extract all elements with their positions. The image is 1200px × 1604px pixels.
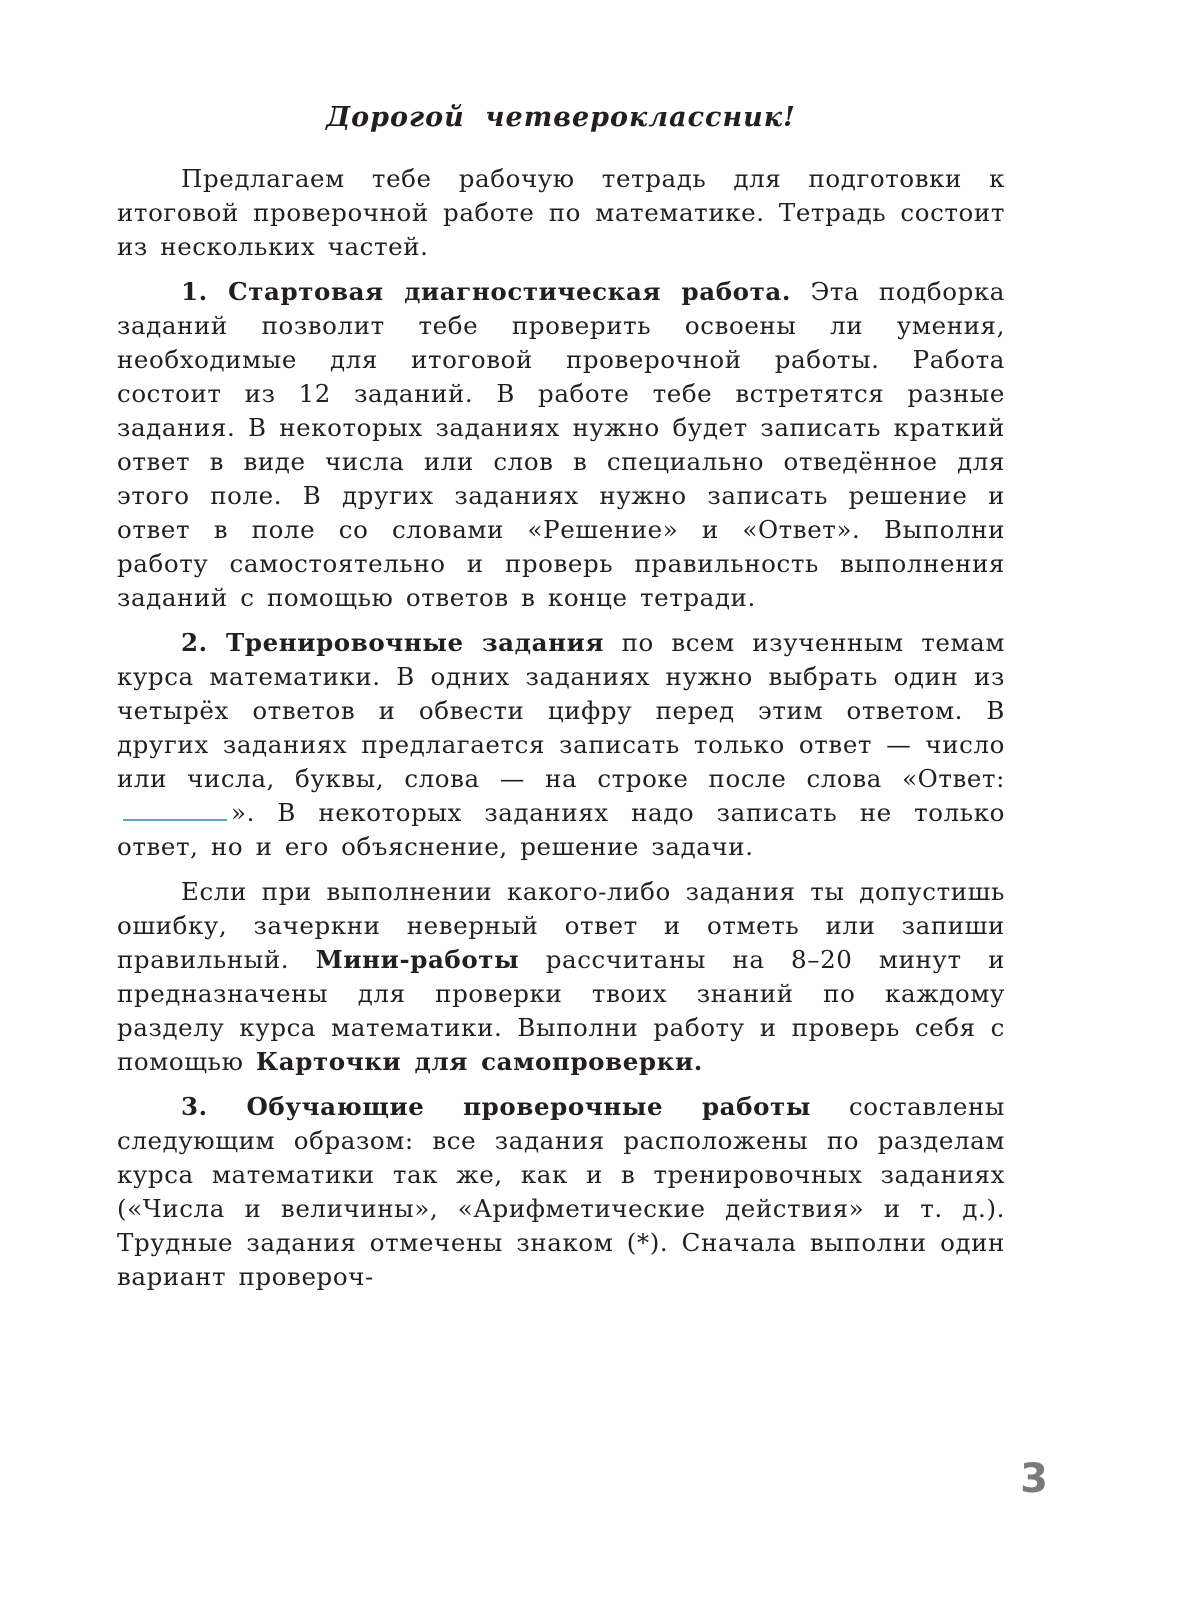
mistakes-paragraph — [117, 875, 1005, 1079]
page-title: Дорогой четвероклассник! — [326, 102, 796, 133]
section-2-text-after: ». В некоторых заданиях надо записать не только ответ, но и его объяснение, решение задачи. — [117, 798, 1005, 861]
section-2-heading: 2. Тренировочные задания — [181, 628, 605, 657]
page-content — [117, 98, 1005, 1305]
section-3-heading: 3. Обучающие проверочные работы — [181, 1092, 811, 1121]
mistakes-text-before: Если при выполнении какого-либо задания ты допустишь ошибку, зачеркни неверный ответ и отметь или запиши правильный. — [117, 877, 1005, 974]
self-check-card-label: Карточки для самопроверки. — [255, 1047, 703, 1076]
section-2-text-before: по всем изученным темам курса математики. В одних заданиях нужно выбрать один из четырёх ответов и обвести цифру перед этим ответом. В других заданиях предлагается записать только ответ — число или числа, буквы, слова — на строке после слова «Ответ: — [117, 628, 1005, 793]
section-3-text: составлены следующим образом: все задания расположены по разделам курса математики так же, как и в тренировочных заданиях («Числа и величины», «Арифметические действия» и т. д.). Трудные задания отмечены знаком (*). Сначала выполни один вариант провероч- — [117, 1092, 1005, 1291]
answer-blank-line — [123, 797, 227, 821]
intro-paragraph: Предлагаем тебе рабочую тетрадь для подготовки к итоговой проверочной работе по математике. Тетрадь состоит из нескольких частей. — [117, 164, 1005, 261]
page-number: 3 — [1020, 1456, 1048, 1502]
mistakes-text-middle: рассчитаны на 8–20 минут и предназначены для проверки твоих знаний по каждому разделу курса математики. Выполни работу и проверь себя с помощью — [117, 945, 1005, 1076]
section-1-paragraph — [117, 275, 1005, 615]
section-1-text: Эта подборка заданий позволит тебе проверить освоены ли умения, необходимые для итоговой проверочной работы. Работа состоит из 12 заданий. В работе тебе встретятся разные задания. В некоторых заданиях нужно будет записать краткий ответ в виде числа или слов в специально отведённое для этого поле. В других заданиях нужно записать решение и ответ в поле со словами «Решение» и «Ответ». Выполни работу самостоятельно и проверь правильность выполнения заданий с помощью ответов в конце тетради. — [117, 277, 1005, 612]
section-3-paragraph — [117, 1090, 1005, 1294]
mini-works-label: Мини-работы — [315, 945, 520, 974]
section-1-heading: 1. Стартовая диагностическая работа. — [181, 277, 791, 306]
section-2-paragraph — [117, 626, 1005, 864]
